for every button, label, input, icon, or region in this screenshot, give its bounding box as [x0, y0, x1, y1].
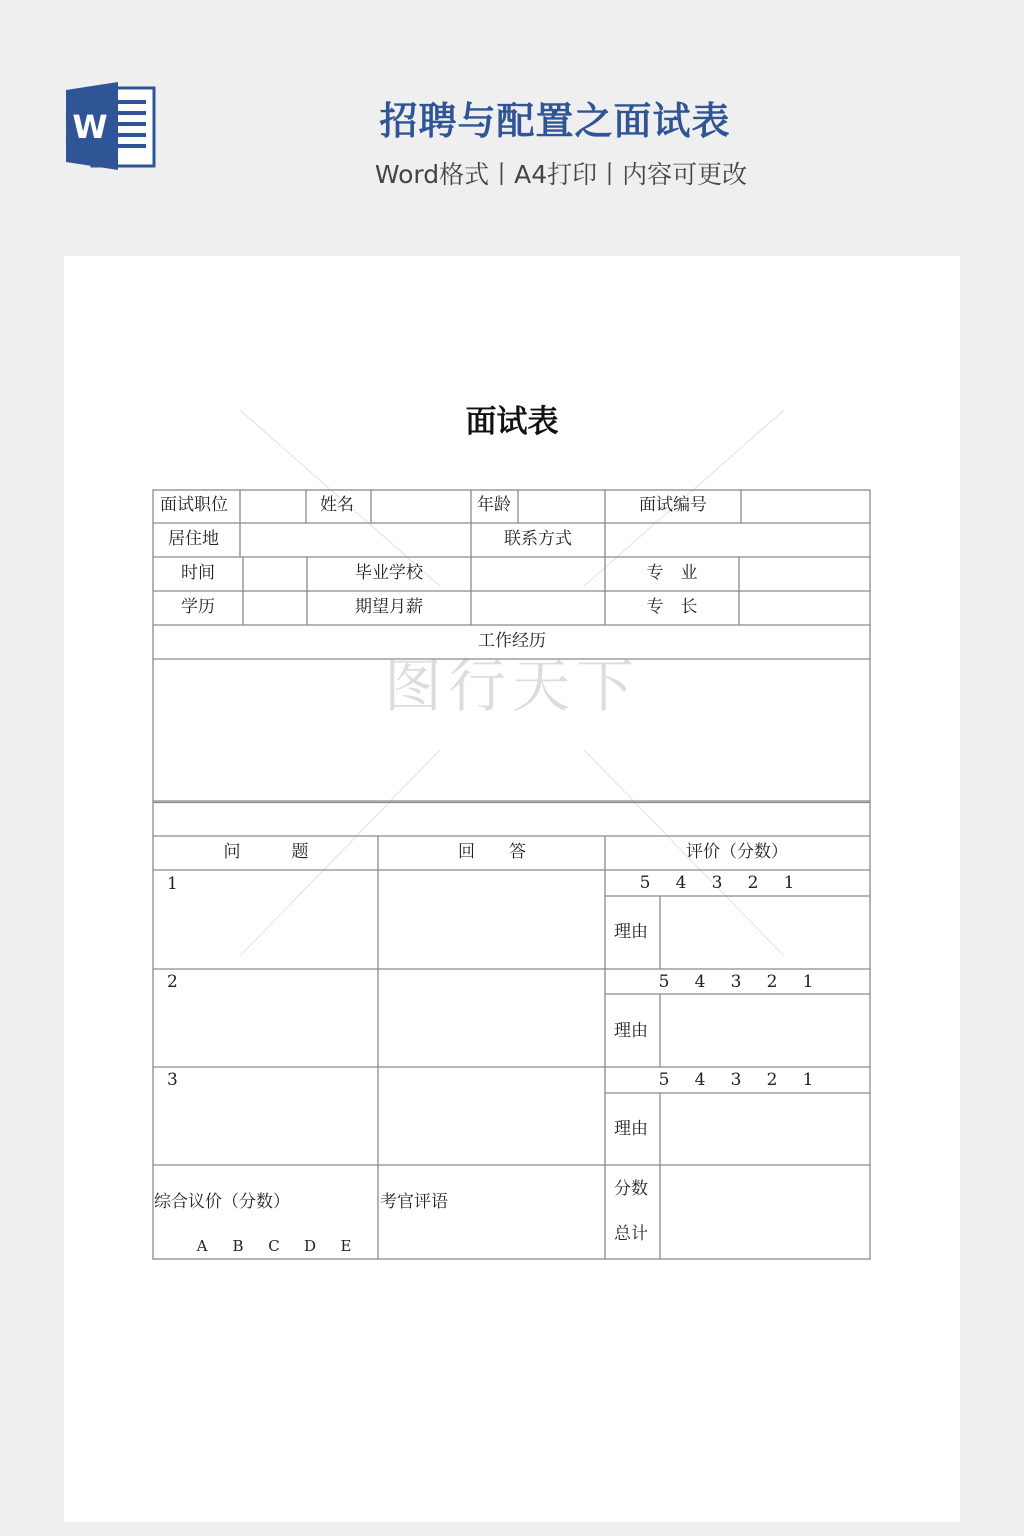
grade-value: E: [340, 1237, 352, 1255]
score-value: 4: [694, 972, 706, 992]
label-work-history: 工作经历: [478, 631, 546, 651]
label-age: 年龄: [477, 495, 511, 515]
grade-value: C: [268, 1237, 280, 1255]
label-graduate-school: 毕业学校: [355, 563, 423, 583]
label-interview-number: 面试编号: [639, 495, 707, 515]
interview-form-table: [152, 489, 872, 1261]
label-overall-rating: 综合议价（分数）: [154, 1192, 290, 1212]
question-number: 1: [167, 874, 178, 894]
label-score: 分数: [614, 1179, 648, 1199]
score-value: 5: [658, 972, 670, 992]
score-value: 5: [639, 873, 651, 893]
score-options: [627, 875, 807, 892]
label-expected-salary: 期望月薪: [355, 597, 423, 617]
watermark-text: 图行天下: [383, 652, 641, 720]
document-page: [64, 256, 960, 1522]
grade-options: [184, 1239, 364, 1254]
score-value: 1: [802, 972, 814, 992]
header-answer: 回 答: [458, 842, 526, 862]
grade-value: A: [196, 1237, 208, 1255]
page-subtitle: Word格式丨A4打印丨内容可更改: [374, 160, 748, 189]
grade-value: B: [232, 1237, 244, 1255]
grade-value: D: [303, 1237, 317, 1255]
label-reason: 理由: [614, 1119, 648, 1139]
label-education: 学历: [181, 597, 215, 617]
score-value: 5: [658, 1070, 670, 1090]
score-value: 2: [747, 873, 759, 893]
score-options: [646, 974, 826, 991]
label-total: 总计: [614, 1224, 648, 1244]
label-major: 专 业: [646, 563, 698, 583]
page-title: 招聘与配置之面试表: [379, 99, 731, 143]
score-options: [646, 1072, 826, 1089]
label-reason: 理由: [614, 1021, 648, 1041]
label-residence: 居住地: [168, 529, 219, 549]
label-reason: 理由: [614, 922, 648, 942]
label-specialty: 专 长: [646, 597, 698, 617]
question-number: 2: [167, 972, 178, 992]
score-value: 3: [730, 972, 742, 992]
score-value: 3: [730, 1070, 742, 1090]
score-value: 4: [675, 873, 687, 893]
header-question: 问 题: [223, 842, 309, 862]
score-value: 2: [766, 1070, 778, 1090]
label-interview-position: 面试职位: [160, 495, 228, 515]
score-value: 3: [711, 873, 723, 893]
label-contact: 联系方式: [504, 529, 572, 549]
label-name: 姓名: [320, 495, 354, 515]
score-value: 4: [694, 1070, 706, 1090]
label-examiner-comment: 考官评语: [380, 1192, 448, 1212]
question-number: 3: [167, 1070, 178, 1090]
label-time: 时间: [181, 563, 215, 583]
header-evaluation: 评价（分数）: [686, 842, 788, 862]
score-value: 1: [802, 1070, 814, 1090]
word-icon-letter: W: [72, 108, 108, 146]
form-title: 面试表: [465, 404, 559, 440]
score-value: 1: [783, 873, 795, 893]
score-value: 2: [766, 972, 778, 992]
